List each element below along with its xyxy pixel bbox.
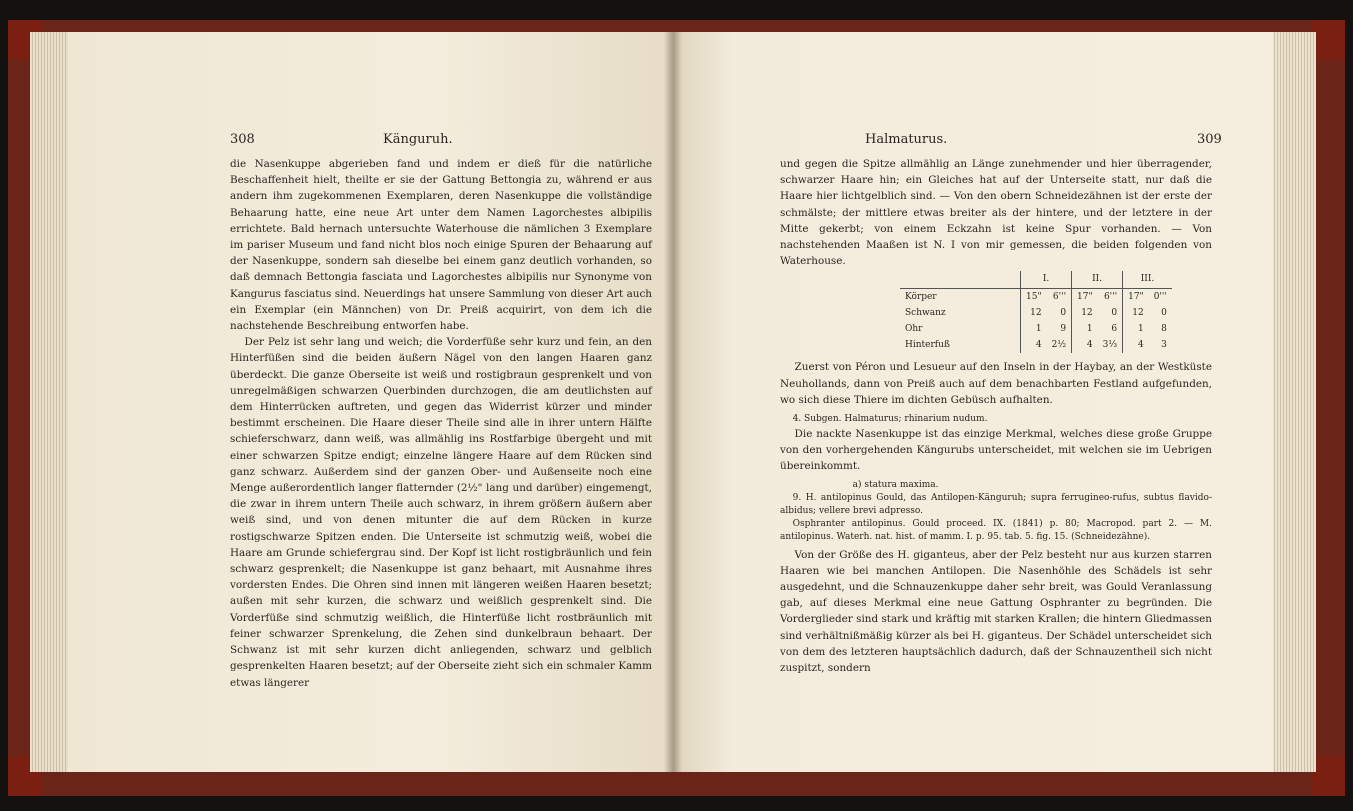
running-head-right: Halmaturus. xyxy=(865,132,948,147)
corner-protector-bottom-right xyxy=(1311,756,1345,796)
table-cell: 1 xyxy=(1123,321,1149,337)
table-cell: 6''' xyxy=(1103,291,1118,302)
right-paragraph-distribution: Zuerst von Péron und Lesueur auf den Inseln in der Haybay, an der Westküste Neuhollands, dann von Preiß auch auf dem benachbarten Festland aufgefunden, wo sich diese Thiere im dichten Gebüsch aufhalten. xyxy=(780,361,1212,406)
left-page-body xyxy=(230,156,652,691)
table-cell: 0 xyxy=(1060,307,1067,318)
table-cell: 3 xyxy=(1161,340,1167,351)
right-page xyxy=(673,32,1273,772)
table-cell: 8 xyxy=(1161,324,1167,335)
table-cell: 12 xyxy=(1021,305,1047,321)
table-cell: 6''' xyxy=(1052,291,1067,302)
table-cell: 4 xyxy=(1021,337,1047,353)
table-cell: 1 xyxy=(1021,321,1047,337)
right-paragraph-intro: und gegen die Spitze allmählig an Länge zunehmender und hier überragender, schwarzer Haare hin; ein Gleiches hat auf der Unterseite statt, nur daß die Haare hier lichtgelblich sind. — Von den obern Schneidezähnen ist der erste der schmälste; der mittlere etwas breiter als der hintere, und der letztere in der Mitte gekerbt; von einem Eckzahn ist keine Spur vorhanden. — Von nachstehenden Maaßen ist N. I von mir gemessen, die beiden folgenden von Waterhouse. xyxy=(780,158,1212,268)
table-header-cell: II. xyxy=(1072,271,1123,288)
page-number-left: 308 xyxy=(230,132,255,147)
table-cell: 0''' xyxy=(1153,291,1167,302)
table-cell: Hinterfuß xyxy=(905,340,950,351)
left-paragraph-1: die Nasenkuppe abgerieben fand und indem er dieß für die natürliche Beschaffenheit hielt, theilte er sie der Gattung Bettongia zu, während er aus andern ihm zugekommenen Exemplaren, deren Nasenkuppe die vollständige Behaarung hatte, eine neue Art unter dem Namen Lagorchestes albipilis errichtete. Bald hernach untersuchte Waterhouse die nämlichen 3 Exemplare im pariser Museum und fand nicht blos noch einige Spuren der Behaarung auf der Nasenkuppe, sondern sah dieselbe bei einem ganz deutlich vorhanden, so daß demnach Bettongia fasciata und Lagorchestes albipilis nur Synonyme von Kangurus fasciatus sind. Neuerdings hat unsere Sammlung von dieser Art auch ein Exemplar (ein Männchen) von Dr. Preiß acquirirt, von dem ich die nachstehende Beschreibung entworfen habe. xyxy=(230,158,652,333)
species-heading: 9. H. antilopinus Gould, das Antilopen-Känguruh; supra ferrugineo-rufus, subtus flavido-albidus; vellere brevi adpresso. xyxy=(780,492,1212,516)
table-cell: 4 xyxy=(1123,337,1149,353)
subgenus-heading: 4. Subgen. Halmaturus; rhinarium nudum. xyxy=(792,414,988,425)
page-number-right: 309 xyxy=(1197,132,1222,147)
table-cell: 9 xyxy=(1060,324,1067,335)
table-row xyxy=(900,321,1172,337)
table-row xyxy=(900,337,1172,353)
table-row xyxy=(900,288,1172,305)
table-header-cell xyxy=(900,271,1021,288)
table-cell: Körper xyxy=(905,291,937,302)
left-page xyxy=(68,32,673,772)
table-cell: 0 xyxy=(1111,307,1118,318)
table-cell: 0 xyxy=(1161,307,1167,318)
table-cell: 15" xyxy=(1021,288,1047,305)
table-header-cell: III. xyxy=(1123,271,1172,288)
table-cell: 2½ xyxy=(1051,340,1067,351)
table-row xyxy=(900,305,1172,321)
measurement-table xyxy=(900,271,1172,353)
table-cell: 1 xyxy=(1072,321,1098,337)
subgenus-description: Die nackte Nasenkuppe ist das einzige Merkmal, welches diese große Gruppe von den vorhergehenden Kängurubs unterscheidet, mit welchen sie im Uebrigen übereinkommt. xyxy=(780,428,1212,473)
table-header-row xyxy=(900,271,1172,288)
table-cell: 3⅓ xyxy=(1102,340,1118,351)
table-cell: 12 xyxy=(1123,305,1149,321)
corner-protector-top-right xyxy=(1311,20,1345,60)
table-cell: 4 xyxy=(1072,337,1098,353)
left-paragraph-2: Der Pelz ist sehr lang und weich; die Vorderfüße sehr kurz und fein, an den Hinterfüßen sind die beiden äußern Nägel von den langen Haaren ganz überdeckt. Die ganze Oberseite ist weiß und rostigbraun gesprenkelt und von unregelmäßigen schwarzen Querbinden durchzogen, die am deutlichsten auf dem Hinterrücken auftreten, und gegen das Widerrist kürzer und minder bestimmt erscheinen. Die Haare dieser Theile sind alle in ihrer untern Hälfte schieferschwarz, dann weiß, was allmählig ins Rostfarbige übergeht und mit einer schwarzen Spitze endigt; einzelne längere Haare auf dem Rücken sind ganz schwarz. Außerdem sind der ganzen Ober- und Außenseite noch eine Menge außerordentlich langer flatternder (2½" lang und darüber) eingemengt, die zwar in ihrem untern Theile auch schwarz, in ihrem größern äußern aber weiß sind, und von denen mitunter die auf dem Rücken in kurze rostigschwarze Spitzen enden. Die Unterseite ist schmutzig weiß, wobei die Haare am Grunde schiefergrau sind. Der Kopf ist licht rostigbräunlich und fein schwarz gesprenkelt; die Nasenkuppe ist ganz behaart, mit Ausnahme ihres vordersten Endes. Die Ohren sind innen mit längeren weißen Haaren besetzt; außen mit sehr kurzen, die schwarz und weißlich gesprenkelt sind. Die Vorderfüße sind schmutzig weißlich, die Hinterfüße licht rostbräunlich mit feiner schwarzer Sprenkelung, die Zehen sind dunkelbraun behaart. Der Schwanz ist mit sehr kurzen dicht anliegenden, schwarz und gelblich gesprenkelten Haaren besetzt; auf der Oberseite zieht sich ein schmaler Kamm etwas längerer xyxy=(230,336,652,689)
right-page-body xyxy=(780,156,1212,676)
species-description: Von der Größe des H. giganteus, aber der Pelz besteht nur aus kurzen starren Haaren wie bei manchen Antilopen. Die Nasenhöhle des Schädels ist sehr ausgedehnt, und die Schnauzenkuppe daher sehr breit, was Gould Veranlassung gab, auf dieses Merkmal eine neue Gattung Osphranter zu begründen. Die Vorderglieder sind stark und kräftig mit starken Krallen; die hintern Gliedmassen sind verhältnißmäßig kürzer als bei H. giganteus. Der Schädel unterscheidet sich von dem des letzteren hauptsächlich dadurch, daß der Schnauzentheil sich nicht zuspitzt, sondern xyxy=(780,548,1212,675)
table-cell: 6 xyxy=(1111,324,1118,335)
table-header-cell: I. xyxy=(1021,271,1072,288)
table-cell: Ohr xyxy=(905,324,923,335)
species-synonymy: Osphranter antilopinus. Gould proceed. IX. (1841) p. 80; Macropod. part 2. — M. antilopinus. Waterh. nat. hist. of mamm. I. p. 95. tab. 5. fig. 15. (Schneidezähne). xyxy=(780,518,1212,542)
page-edges-left xyxy=(30,32,70,772)
page-edges-right xyxy=(1268,32,1316,772)
stature-heading: a) statura maxima. xyxy=(852,479,939,490)
table-cell: 12 xyxy=(1072,305,1098,321)
table-cell: 17" xyxy=(1072,288,1098,305)
table-cell: Schwanz xyxy=(905,307,946,318)
table-cell: 17" xyxy=(1123,288,1149,305)
running-head-left: Känguruh. xyxy=(383,132,453,147)
book-gutter xyxy=(664,32,682,772)
